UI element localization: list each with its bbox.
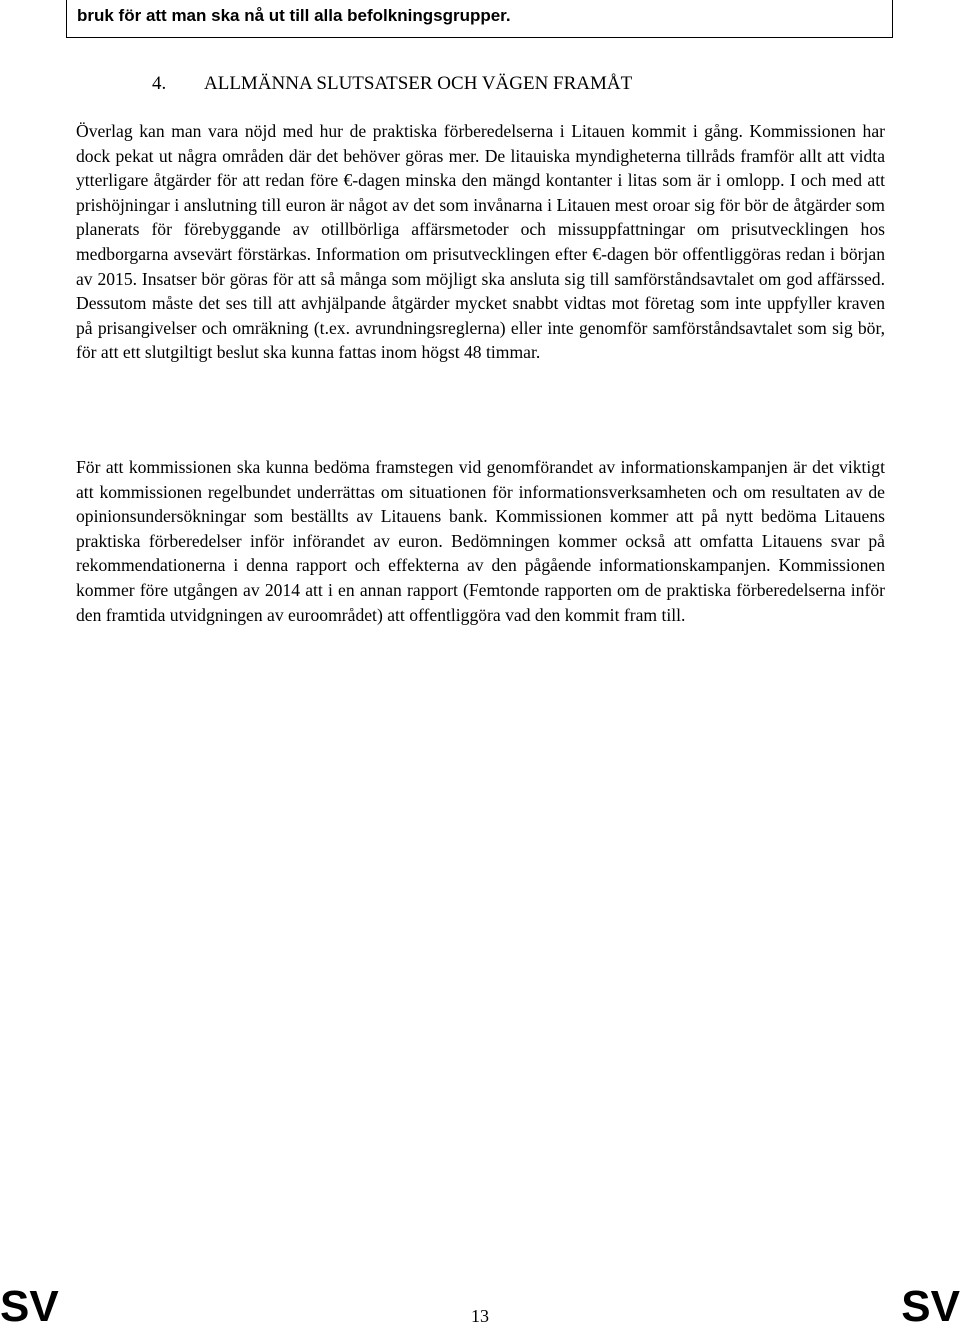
section-title: ALLMÄNNA SLUTSATSER OCH VÄGEN FRAMÅT	[204, 73, 633, 94]
section-number: 4.	[152, 73, 167, 94]
section-heading	[152, 73, 632, 95]
box-text: bruk för att man ska nå ut till alla befolkningsgrupper.	[77, 6, 511, 25]
paragraph-next-steps: För att kommissionen ska kunna bedöma framstegen vid genomförandet av informationskampanjen är det viktigt att kommissionen regelbundet underrättas om situationen för informationsverksamheten och om resultaten av de opinionsundersökningar som beställts av Litauens bank. Kommissionen kommer att på nytt bedöma Litauens praktiska förberedelser inför införandet av euron. Bedömningen kommer också att omfatta Litauens svar på rekommendationerna i denna rapport och effekterna av den pågående informationskampanjen. Kommissionen kommer före utgången av 2014 att i en annan rapport (Femtonde rapporten om de praktiska förberedelserna inför den framtida utvidgningen av euroområdet) att offentliggöra vad den kommit fram till.	[76, 457, 885, 625]
paragraph-conclusions: Överlag kan man vara nöjd med hur de praktiska förberedelserna i Litauen kommit i gång. Kommissionen har dock pekat ut några områden där det behöver göras mer. De litauiska myndigheterna tillråds framför allt att vidta ytterligare åtgärder för att redan före €-dagen minska den mängd kontanter i litas som är i omlopp. I och med att prishöjningar i anslutning till euron är något av det som invånarna i Litauen mest oroar sig för bör de åtgärder som planerats för förebyggande av otillbörliga affärsmetoder och missuppfattningar om prisutvecklingen hos medborgarna avsevärt förstärkas. Information om prisutvecklingen efter €-dagen bör offentliggöras redan i början av 2015. Insatser bör göras för att så många som möjligt ska ansluta sig till samförståndsavtalet om god affärssed. Dessutom måste det ses till att avhjälpande åtgärder mycket snabbt vidtas mot företag som inte uppfyller kraven på prisangivelser och omräkning (t.ex. avrundningsreglerna) eller inte genomför samförståndsavtalet som sig bör, för att ett slutgiltigt beslut ska kunna fattas inom högst 48 timmar.	[76, 121, 885, 363]
page-number: 13	[471, 1306, 489, 1326]
previous-section-box	[66, 0, 893, 38]
language-code-right: SV	[901, 1282, 960, 1331]
language-code-left: SV	[0, 1282, 59, 1331]
